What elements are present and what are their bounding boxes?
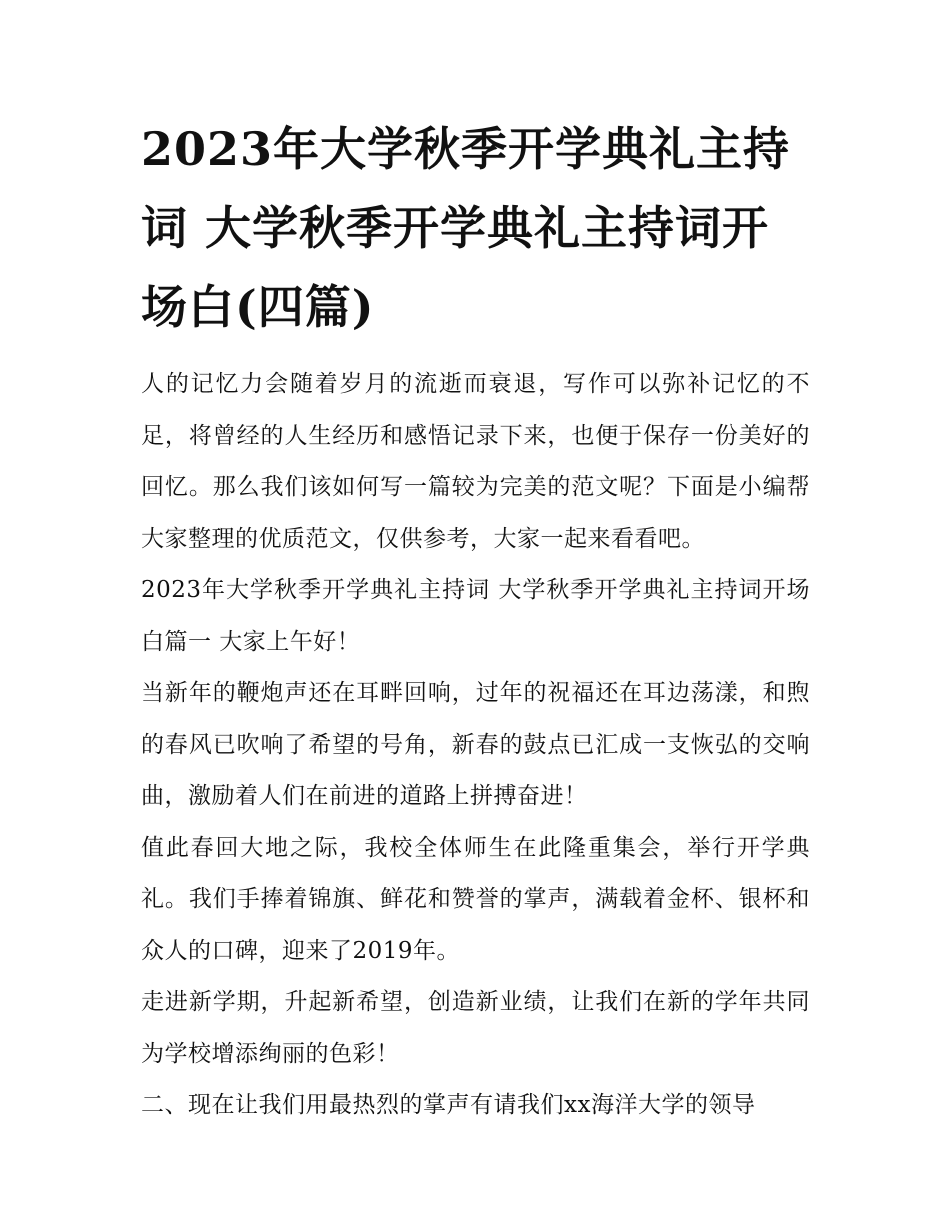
document-title: 2023年大学秋季开学典礼主持词 大学秋季开学典礼主持词开场白(四篇) [141, 122, 791, 334]
paragraph-body-4: 二、现在让我们用最热烈的掌声有请我们xx海洋大学的领导 [141, 1092, 756, 1118]
paragraph-body-2: 值此春回大地之际，我校全体师生在此隆重集会，举行开学典礼。我们手捧着锦旗、鲜花和赞誉的掌声，满载着金杯、银杯和众人的口碑，迎来了2019年。 [141, 834, 810, 964]
paragraph-intro: 人的记忆力会随着岁月的流逝而衰退，写作可以弥补记忆的不足，将曾经的人生经历和感悟记录下来，也便于保存一份美好的回忆。那么我们该如何写一篇较为完美的范文呢？下面是小编帮大家整理的优质范文，仅供参考，大家一起来看看吧。 [141, 371, 810, 552]
paragraph-body-3: 走进新学期，升起新希望，创造新业绩，让我们在新的学年共同为学校增添绚丽的色彩！ [141, 989, 810, 1067]
paragraph-body-1: 当新年的鞭炮声还在耳畔回响，过年的祝福还在耳边荡漾，和煦的春风已吹响了希望的号角，新春的鼓点已汇成一支恢弘的交响曲，激励着人们在前进的道路上拼搏奋进！ [141, 680, 810, 809]
paragraph-section-heading: 2023年大学秋季开学典礼主持词 大学秋季开学典礼主持词开场白篇一 大家上午好！ [141, 577, 810, 655]
